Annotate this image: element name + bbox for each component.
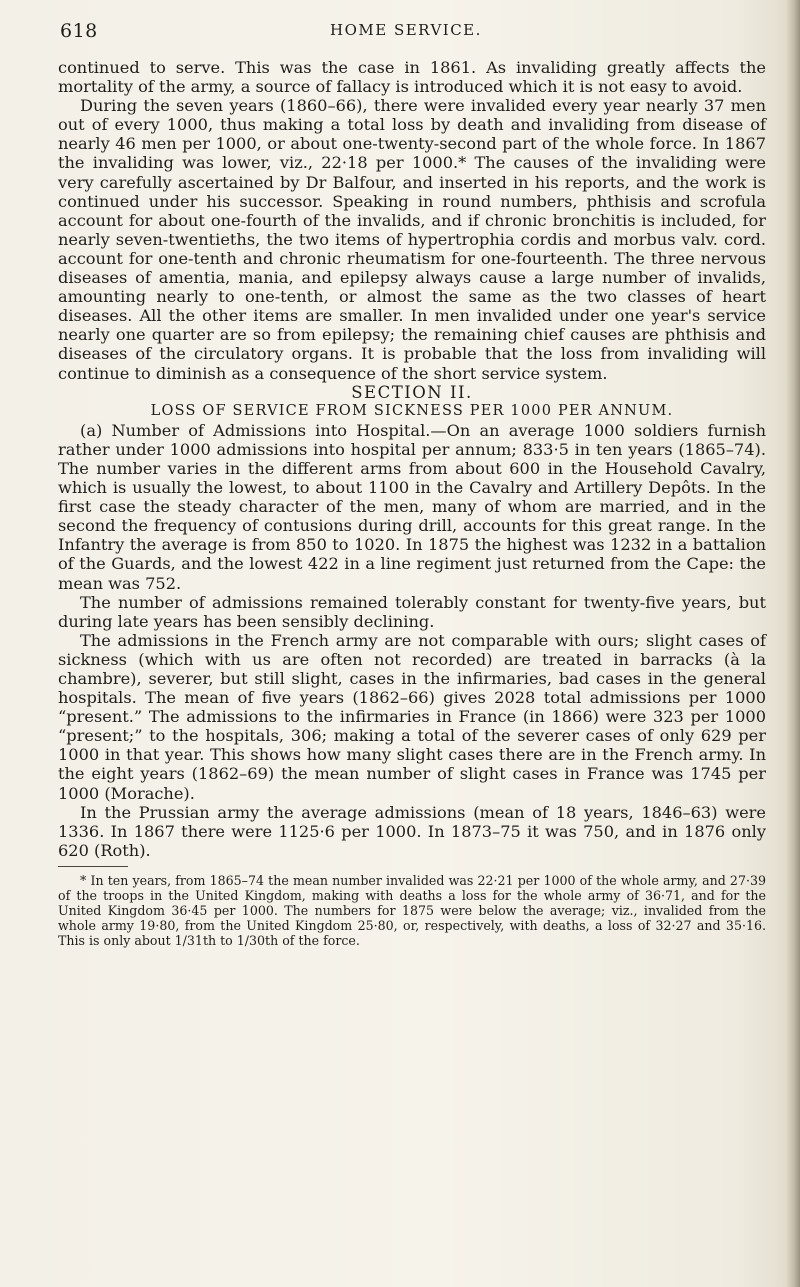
paragraph-constant: The number of admissions remained tolerably constant for twenty-five years, but during late years has been sensibly declining. (58, 592, 766, 631)
footnote-rule (58, 866, 128, 867)
page-number: 618 (60, 20, 98, 42)
paragraph-invaliding: During the seven years (1860–66), there were invalided every year nearly 37 men out of every 1000, thus making a total loss by death and invaliding from disease of nearly 46 men per 1000, or about one-twenty-second part of the whole force. In 1867 the invaliding was lower, viz., 22·18 per 1000.* The causes of the invaliding were very carefully ascertained by Dr Balfour, and inserted in his reports, and the work is continued under his successor. Speaking in round numbers, phthisis and scrofula account for about one-fourth of the invalids, and if chronic bronchitis is included, for nearly seven-twentieths, the two items of hypertrophia cordis and morbus valv. cord. account for one-tenth and chronic rheumatism for one-fourteenth. The three nervous diseases of amentia, mania, and epilepsy always cause a large number of invalids, amounting nearly to one-tenth, or almost the same as the two classes of heart diseases. All the other items are smaller. In men invalided under one year's service nearly one quarter are so from epilepsy; the remaining chief causes are phthisis and diseases of the circulatory organs. It is probable that the loss from invaliding will continue to diminish as a consequence of the short service system. (58, 96, 766, 383)
page-edge-shadow (786, 0, 800, 1287)
paragraph-prussian-army: In the Prussian army the average admissions (mean of 18 years, 1846–63) were 1336. In 1867 there were 1125·6 per 1000. In 1873–75 it was 750, and in 1876 only 620 (Roth). (58, 802, 766, 860)
paragraph-continued: continued to serve. This was the case in 1861. As invaliding greatly affects the mortality of the army, a source of fallacy is introduced which it is not easy to avoid. (58, 58, 766, 97)
running-head: HOME SERVICE. (330, 21, 482, 39)
page-header (60, 8, 760, 44)
section-title: SECTION II. (351, 382, 473, 402)
body-text (58, 58, 766, 948)
section-subtitle: LOSS OF SERVICE FROM SICKNESS PER 1000 PER ANNUM. (150, 402, 674, 419)
paragraph-french-army: The admissions in the French army are not comparable with ours; slight cases of sickness (which with us are often not recorded) are treated in barracks (à la chambre), severer, but still slight, cases in the infirmaries, bad cases in the general hospitals. The mean of five years (1862–66) gives 2028 total admissions per 1000 “present.” The admissions to the infirmaries in France (in 1866) were 323 per 1000 “present;” to the hospitals, 306; making a total of the severer cases of only 629 per 1000 in that year. This shows how many slight cases there are in the French army. In the eight years (1862–69) the mean number of slight cases in France was 1745 per 1000 (Morache). (58, 630, 766, 803)
footnote: * In ten years, from 1865–74 the mean number invalided was 22·21 per 1000 of the whole army, and 27·39 of the troops in the United Kingdom, making with deaths a loss for the whole army of 36·71, and for the United Kingdom 36·45 per 1000. The numbers for 1875 were below the average; viz., invalided from the whole army 19·80, from the United Kingdom 25·80, or, respectively, with deaths, a loss of 32·27 and 35·16. This is only about 1/31th to 1/30th of the force. (58, 872, 766, 948)
paragraph-admissions: (a) Number of Admissions into Hospital.—On an average 1000 soldiers furnish rather under 1000 admissions into hospital per annum; 833·5 in ten years (1865–74). The number varies in the different arms from about 600 in the Household Cavalry, which is usually the lowest, to about 1100 in the Cavalry and Artillery Depôts. In the first case the steady character of the men, many of whom are married, and in the second the frequency of contusions during drill, accounts for this great range. In the Infantry the average is from 850 to 1020. In 1875 the highest was 1232 in a battalion of the Guards, and the lowest 422 in a line regiment just returned from the Cape: the mean was 752. (58, 420, 766, 593)
